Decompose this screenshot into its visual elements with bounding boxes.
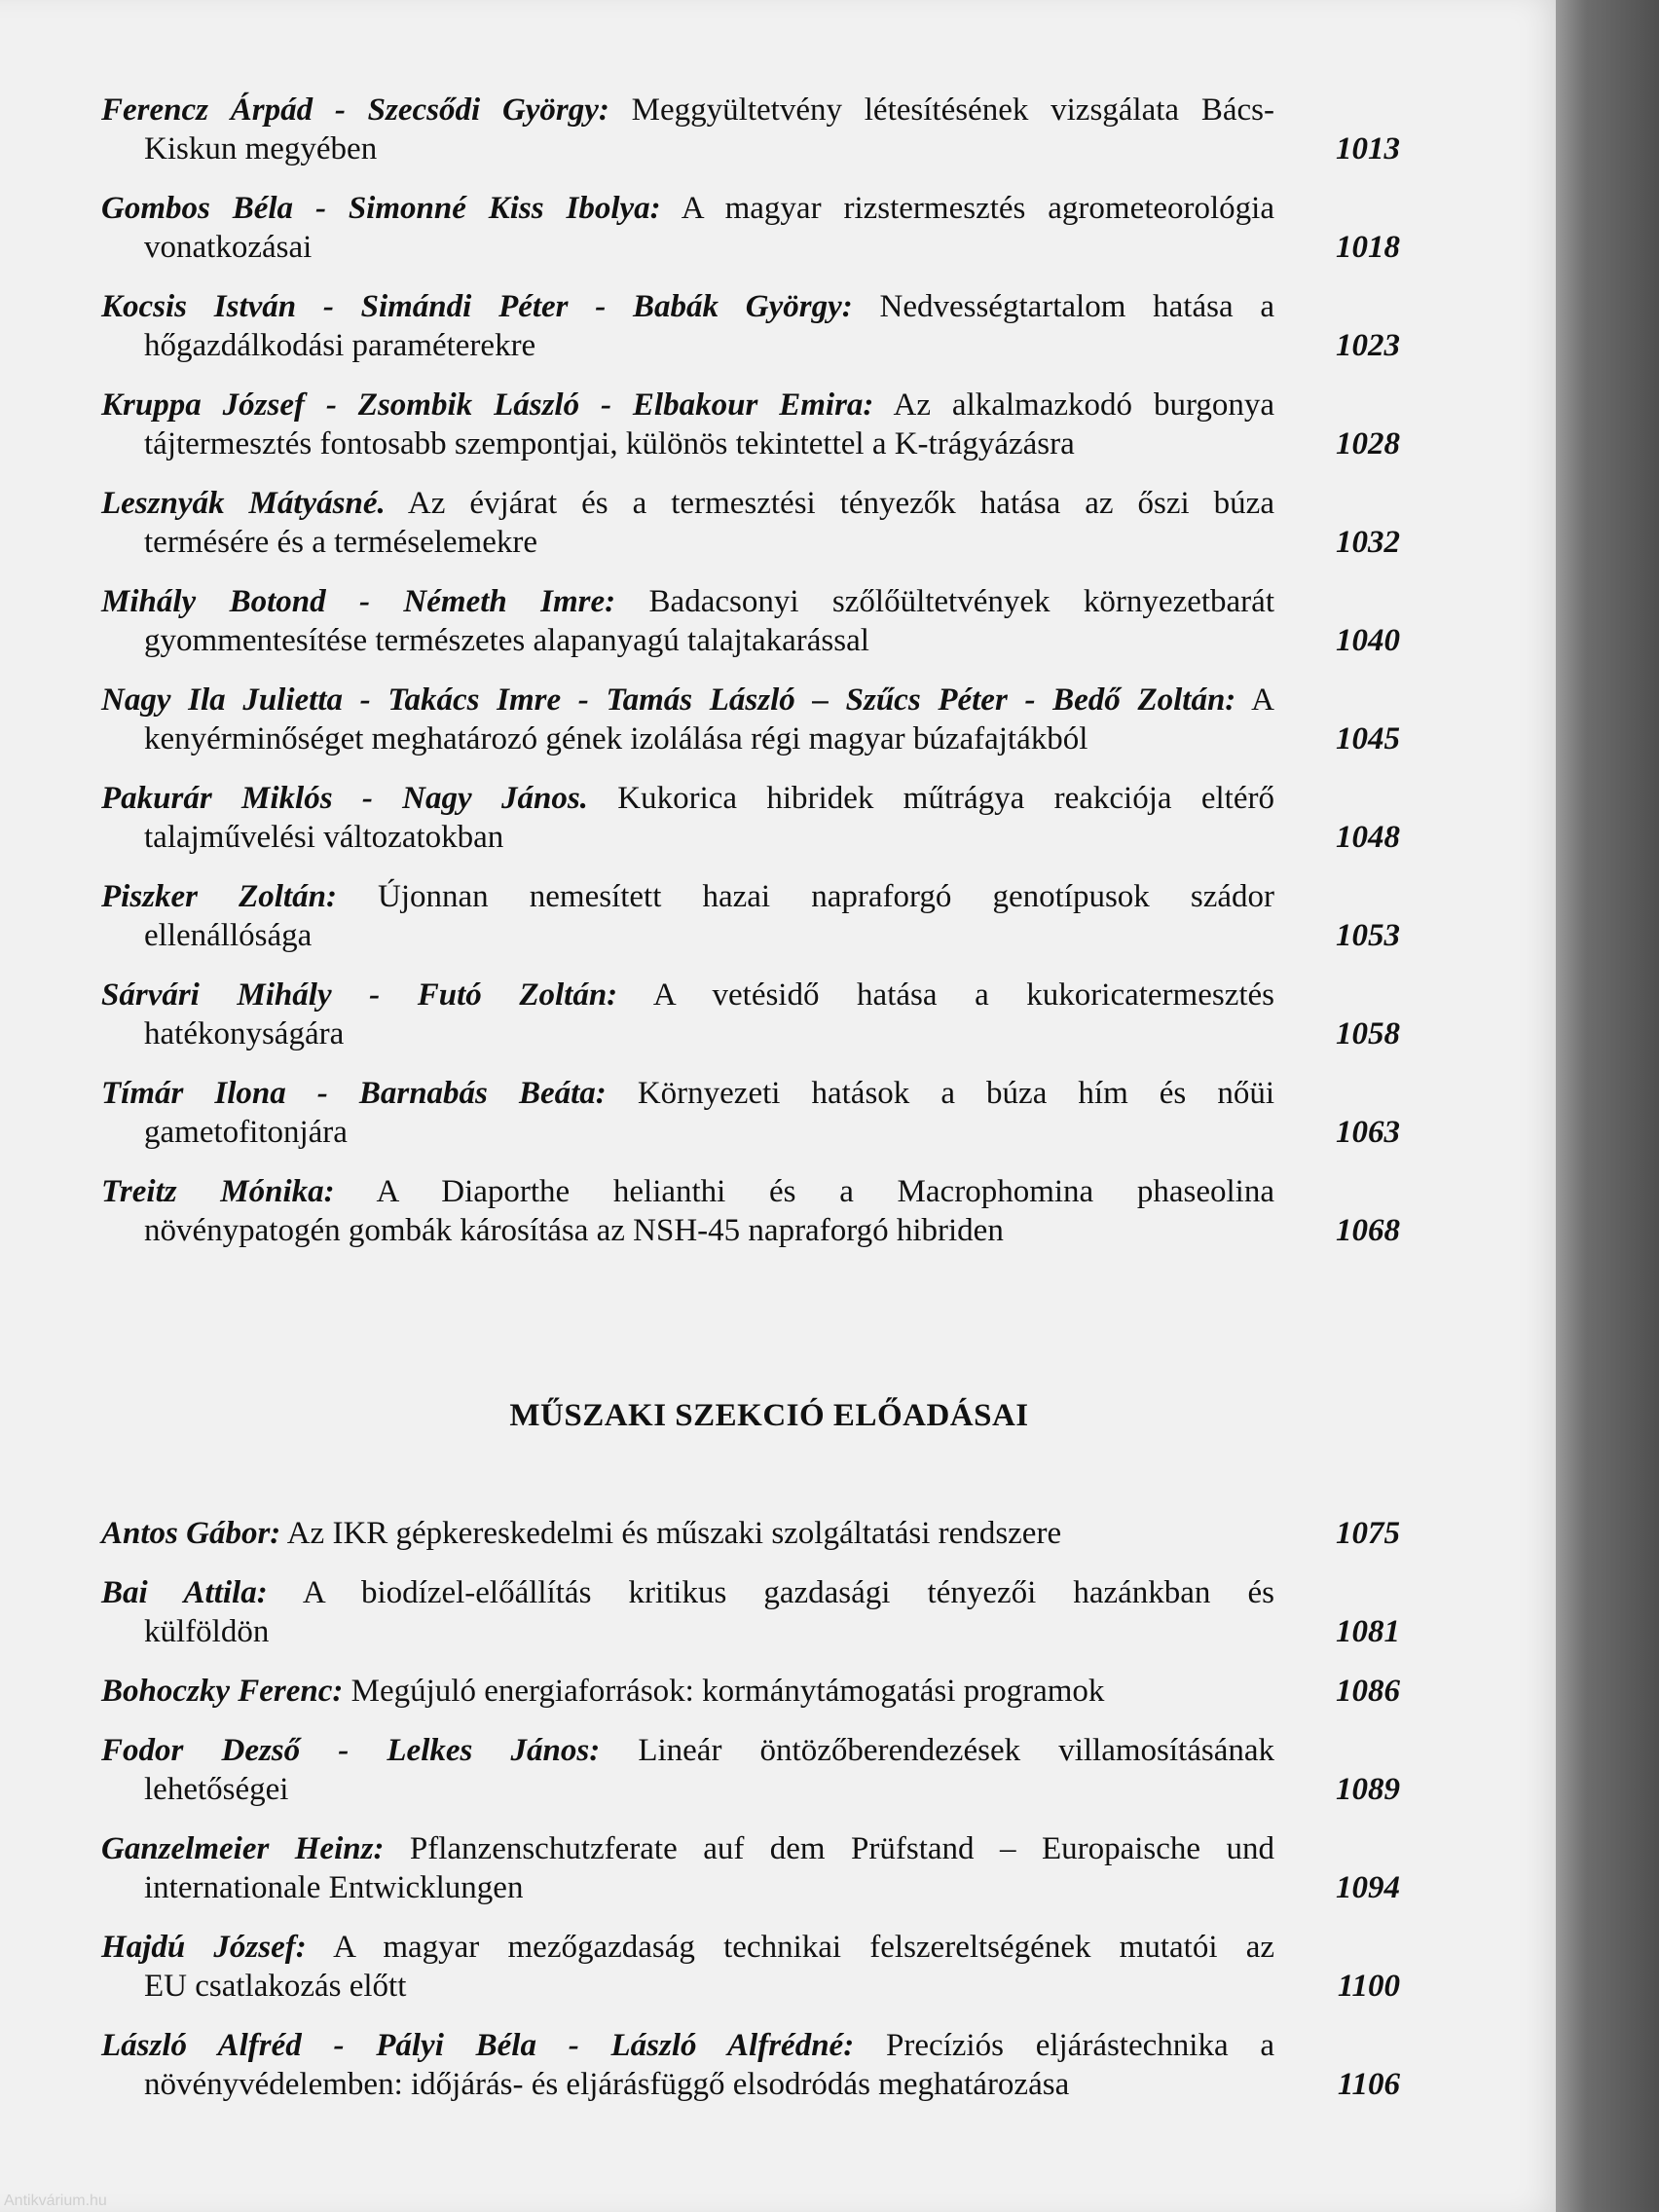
toc-entry <box>101 287 1400 365</box>
toc-entry <box>101 484 1400 562</box>
entry-title: Megújuló energiaforrások: kormánytámogatási programok <box>343 1674 1105 1709</box>
entry-page-number: 1028 <box>1336 426 1400 461</box>
entry-page-number: 1089 <box>1336 1772 1400 1807</box>
entry-line-2: gyommentesítése természetes alapanyagú talajtakarással <box>144 623 869 658</box>
toc-entry <box>101 1672 1400 1711</box>
entry-page-number: 1068 <box>1336 1213 1400 1248</box>
entry-line-1 <box>101 484 1274 523</box>
entry-page-number: 1018 <box>1336 230 1400 265</box>
page-edge-shadow <box>1556 0 1659 2212</box>
entry-title: A Diaporthe helianthi és a Macrophomina phaseolina <box>334 1174 1274 1209</box>
entry-page-number: 1086 <box>1336 1674 1400 1709</box>
entry-page-number: 1075 <box>1336 1516 1400 1551</box>
toc-entry <box>101 1573 1400 1651</box>
entry-line-2: hatékonyságára <box>144 1016 345 1051</box>
toc-entry <box>101 91 1400 168</box>
entry-line-1 <box>101 2026 1274 2065</box>
entry-page-number: 1100 <box>1337 1969 1400 2004</box>
entry-page-number: 1106 <box>1337 2067 1400 2102</box>
toc-entry <box>101 1829 1400 1907</box>
entry-title: A magyar mezőgazdaság technikai felszereltségének mutatói az <box>306 1930 1275 1965</box>
entry-title: Az alkalmazkodó burgonya <box>873 387 1274 423</box>
entry-line-2: Kiskun megyében <box>144 131 378 166</box>
entry-authors: Fodor Dezső - Lelkes János: <box>101 1733 601 1768</box>
entry-page-number: 1081 <box>1336 1614 1400 1649</box>
entry-line-2: talajművelési változatokban <box>144 820 504 855</box>
entry-page-number: 1045 <box>1336 721 1400 756</box>
entry-title: Az IKR gépkereskedelmi és műszaki szolgáltatási rendszere <box>280 1516 1062 1551</box>
entry-title: Kukorica hibridek műtrágya reakciója eltérő <box>587 781 1274 816</box>
toc-entry <box>101 1172 1400 1250</box>
entry-title: Precíziós eljárástechnika a <box>854 2028 1275 2063</box>
entry-authors: Kocsis István - Simándi Péter - Babák György: <box>101 289 853 324</box>
entry-title: A magyar rizstermesztés agrometeorológia <box>660 191 1275 226</box>
entry-authors: Mihály Botond - Németh Imre: <box>101 584 616 619</box>
entry-line-1 <box>101 1172 1274 1211</box>
entry-line-2: külföldön <box>144 1614 270 1649</box>
toc-entry <box>101 877 1400 955</box>
entry-line-1 <box>101 287 1274 326</box>
entry-authors: Antos Gábor: <box>101 1516 281 1551</box>
entry-authors: Bai Attila: <box>101 1575 268 1610</box>
entry-authors: Ganzelmeier Heinz: <box>101 1831 385 1866</box>
watermark: Antikvárium.hu <box>4 2193 107 2209</box>
entry-page-number: 1040 <box>1336 623 1400 658</box>
entry-line-2: gametofitonjára <box>144 1115 348 1150</box>
toc-entry <box>101 386 1400 463</box>
entry-authors: Lesznyák Mátyásné. <box>101 486 386 521</box>
entry-authors: Treitz Mónika: <box>101 1174 335 1209</box>
entry-line-2: internationale Entwicklungen <box>144 1870 524 1905</box>
entry-line-1 <box>101 386 1274 424</box>
entry-authors: Pakurár Miklós - Nagy János. <box>101 781 588 816</box>
entry-line-1 <box>101 1514 1400 1553</box>
entry-page-number: 1048 <box>1336 820 1400 855</box>
entry-line-1 <box>101 877 1274 916</box>
entry-line-1 <box>101 582 1274 621</box>
entry-line-2: lehetőségei <box>144 1772 289 1807</box>
entry-authors: Kruppa József - Zsombik László - Elbakour Emira: <box>101 387 874 423</box>
toc-entry <box>101 2026 1400 2104</box>
entry-page-number: 1013 <box>1336 131 1400 166</box>
section-heading: MŰSZAKI SZEKCIÓ ELŐADÁSAI <box>509 1398 1029 1433</box>
entry-authors: Tímár Ilona - Barnabás Beáta: <box>101 1076 607 1111</box>
entry-title: Lineár öntözőberendezések villamosításának <box>600 1733 1275 1768</box>
toc-entry <box>101 189 1400 267</box>
entry-page-number: 1023 <box>1336 328 1400 363</box>
toc-entry <box>101 976 1400 1053</box>
entry-line-2: termésére és a terméselemekre <box>144 525 538 560</box>
entry-authors: Gombos Béla - Simonné Kiss Ibolya: <box>101 191 661 226</box>
toc-entry <box>101 681 1400 758</box>
entry-line-1 <box>101 1928 1274 1967</box>
entry-line-1 <box>101 1074 1274 1113</box>
toc-entry <box>101 1514 1400 1553</box>
toc-entry <box>101 1074 1400 1152</box>
entry-line-1 <box>101 1829 1274 1868</box>
entry-line-1 <box>101 976 1274 1014</box>
entry-line-2: kenyérminőséget meghatározó gének izolálása régi magyar búzafajtákból <box>144 721 1088 756</box>
entry-title: Újonnan nemesített hazai napraforgó genotípusok szádor <box>336 879 1274 914</box>
entry-authors: Ferencz Árpád - Szecsődi György: <box>101 92 609 128</box>
entry-title: A vetésidő hatása a kukoricatermesztés <box>617 977 1274 1013</box>
entry-title: Meggyültetvény létesítésének vizsgálata Bács- <box>608 92 1274 128</box>
entry-line-2: növénypatogén gombák károsítása az NSH-45 napraforgó hibriden <box>144 1213 1004 1248</box>
entry-page-number: 1032 <box>1336 525 1400 560</box>
entry-line-2: növényvédelemben: időjárás- és eljárásfüggő elsodródás meghatározása <box>144 2067 1070 2102</box>
entry-authors: Nagy Ila Julietta - Takács Imre - Tamás László – Szűcs Péter - Bedő Zoltán: <box>101 682 1236 718</box>
entry-line-1 <box>101 1573 1274 1612</box>
entry-line-1 <box>101 681 1274 719</box>
entry-title: Nedvességtartalom hatása a <box>852 289 1274 324</box>
entry-authors: Hajdú József: <box>101 1930 307 1965</box>
entry-page-number: 1053 <box>1336 918 1400 953</box>
toc-entry <box>101 582 1400 660</box>
toc-entry <box>101 1731 1400 1809</box>
entry-title: A <box>1235 682 1274 718</box>
toc-entry <box>101 779 1400 857</box>
entry-title: Pflanzenschutzferate auf dem Prüfstand – Europaische und <box>384 1831 1274 1866</box>
toc-entry <box>101 1928 1400 2006</box>
entry-title: A biodízel-előállítás kritikus gazdasági tényezői hazánkban és <box>267 1575 1274 1610</box>
entry-line-2: ellenállósága <box>144 918 313 953</box>
entry-line-2: EU csatlakozás előtt <box>144 1969 407 2004</box>
entry-authors: Piszker Zoltán: <box>101 879 337 914</box>
entry-title: Környezeti hatások a búza hím és nőüi <box>606 1076 1274 1111</box>
entry-page-number: 1058 <box>1336 1016 1400 1051</box>
entry-page-number: 1094 <box>1336 1870 1400 1905</box>
entry-page-number: 1063 <box>1336 1115 1400 1150</box>
entry-title: Badacsonyi szőlőültetvények környezetbarát <box>615 584 1274 619</box>
entry-authors: Bohoczky Ferenc: <box>101 1674 344 1709</box>
entry-line-1 <box>101 1731 1274 1770</box>
entry-authors: László Alfréd - Pályi Béla - László Alfrédné: <box>101 2028 855 2063</box>
entry-line-2: vonatkozásai <box>144 230 313 265</box>
entry-line-2: tájtermesztés fontosabb szempontjai, különös tekintettel a K-trágyázásra <box>144 426 1075 461</box>
entry-title: Az évjárat és a termesztési tényezők hatása az őszi búza <box>385 486 1274 521</box>
entry-authors: Sárvári Mihály - Futó Zoltán: <box>101 977 618 1013</box>
entry-line-1 <box>101 779 1274 818</box>
entry-line-1 <box>101 91 1274 129</box>
entry-line-2: hőgazdálkodási paraméterekre <box>144 328 536 363</box>
entry-line-1 <box>101 189 1274 228</box>
entry-line-1 <box>101 1672 1400 1711</box>
